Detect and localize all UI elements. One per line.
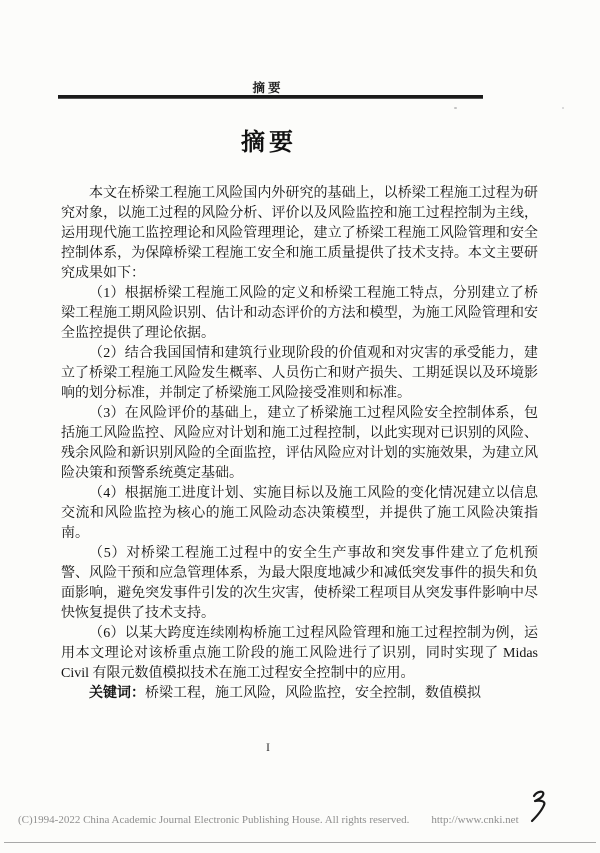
footer-rule: [4, 842, 596, 843]
cnki-url: http://www.cnki.net: [431, 814, 519, 826]
page-title: 摘要: [241, 129, 297, 156]
copyright-text: (C)1994-2022 China Academic Journal Electronic Publishing House. All rights reserved.: [18, 814, 410, 826]
abstract-paragraph: 本文在桥梁工程施工风险国内外研究的基础上，以桥梁工程施工过程为研究对象，以施工过程的风险分析、评价以及风险监控和施工过程控制为主线，运用现代施工监控理论和风险管理理论，建立了桥梁工程施工风险管理和安全控制体系，为保障桥梁工程施工安全和施工质量提供了技术支持。本文主要研究成果如下：: [61, 186, 538, 281]
abstract-paragraph: （5）对桥梁工程施工过程中的安全生产事故和突发事件建立了危机预警、风险干预和应急管理体系，为最大限度地减少和减低突发事件的损失和负面影响，避免突发事件引发的次生灾害，使桥梁工程项目从突发事件影响中尽快恢复提供了技术支持。: [61, 546, 538, 621]
page-number: I: [266, 740, 270, 754]
copyright-footer: [18, 814, 590, 826]
abstract-body: [61, 184, 538, 704]
header-rule: [58, 95, 483, 99]
abstract-paragraph: （4）根据施工进度计划、实施目标以及施工风险的变化情况建立以信息交流和风险监控为核心的施工风险动态决策模型，并提供了施工风险决策指南。: [61, 486, 538, 541]
scan-speck: [454, 107, 457, 109]
scan-speck: [562, 107, 564, 109]
handwritten-mark-icon: [526, 788, 560, 824]
abstract-paragraph: （3）在风险评价的基础上，建立了桥梁施工过程风险安全控制体系，包括施工风险监控、风险应对计划和施工过程控制，以此实现对已识别的风险、残余风险和新识别风险的全面监控，评估风险应对计划的实施效果，为建立风险决策和预警系统奠定基础。: [61, 406, 538, 481]
keywords-list: 桥梁工程，施工风险，风险监控，安全控制，数值模拟: [145, 686, 481, 701]
keywords-label: 关键词：: [89, 686, 145, 701]
keywords-line: [61, 684, 538, 704]
running-header: 摘要: [252, 81, 284, 95]
abstract-paragraph: （2）结合我国国情和建筑行业现阶段的价值观和对灾害的承受能力，建立了桥梁工程施工风险发生概率、人员伤亡和财产损失、工期延误以及环境影响的划分标准，并制定了桥梁施工风险接受准则和标准。: [61, 346, 538, 401]
abstract-paragraph: （6）以某大跨度连续刚构桥施工过程风险管理和施工过程控制为例，运用本文理论对该桥重点施工阶段的施工风险进行了识别，同时实现了 Midas Civil 有限元数值模拟技术在施工过程安全控制中的应用。: [61, 626, 538, 681]
abstract-paragraph: （1）根据桥梁工程施工风险的定义和桥梁工程施工特点，分别建立了桥梁工程施工期风险识别、估计和动态评价的方法和模型，为施工风险管理和安全监控提供了理论依据。: [61, 286, 538, 341]
